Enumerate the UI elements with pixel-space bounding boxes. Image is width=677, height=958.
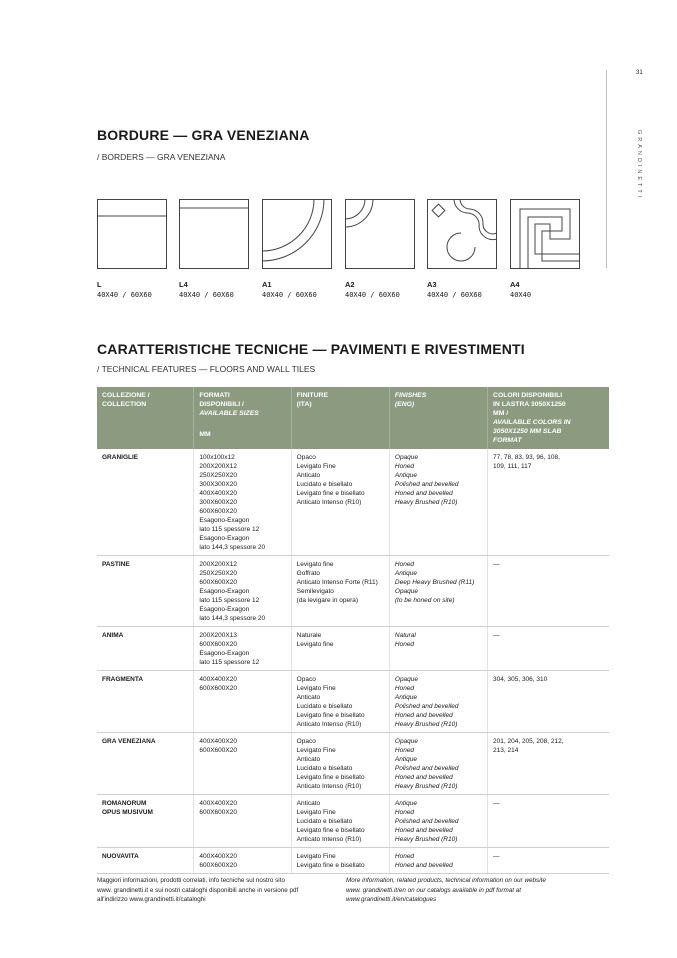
row-collection: ROMANORUM OPUS MUSIVUM — [97, 795, 194, 848]
technical-subtitle: / TECHNICAL FEATURES — FLOORS AND WALL TILES — [97, 364, 316, 374]
row-finishes-eng: Antique Honed Polished and bevelled Honed and bevelled Heavy Brushed (R10) — [389, 795, 487, 848]
header-formats-unit: MM — [199, 431, 211, 438]
row-finishes-ita: Levigato Fine Levigato fine e bisellato — [291, 848, 389, 874]
row-finishes-ita: Opaco Levigato Fine Anticato Lucidato e bisellato Levigato fine e bisellato Anticato Intenso (R10) — [291, 671, 389, 733]
row-collection: ANIMA — [97, 627, 194, 671]
tile-a1-size: 40X40 / 60X60 — [262, 291, 317, 299]
row-finishes-eng: Natural Honed — [389, 627, 487, 671]
technical-title: CARATTERISTICHE TECNICHE — PAVIMENTI E RIVESTIMENTI — [97, 341, 525, 357]
tile-a1-label — [262, 279, 317, 301]
footer-info-eng: More information, related products, technical information on our website www. grandinetti.it/en on our catalogs available in pdf format at www.grandinetti.it/en/catalogues — [346, 877, 546, 903]
row-formats: 200X200X12 250X250X20 600X600X20 Esagono-Exagon lato 115 spessore 12 Esagono-Exagon lato 144,3 spessore 20 — [194, 556, 291, 627]
row-colors: — — [488, 627, 609, 671]
borders-subtitle: / BORDERS — GRA VENEZIANA — [97, 152, 226, 162]
tile-a2-size: 40X40 / 60X60 — [345, 291, 400, 299]
tile-a4-size: 40X40 — [510, 291, 532, 299]
row-colors: 77, 78, 83, 93, 96, 108, 109, 111, 117 — [488, 449, 609, 556]
tile-a3-drawing — [427, 199, 497, 269]
row-finishes-ita: Opaco Levigato Fine Anticato Lucidato e bisellato Levigato fine e bisellato Anticato Intenso (R10) — [291, 733, 389, 795]
header-colors-it: COLORI DISPONIBILI IN LASTRA 3050X1250 MM / — [493, 392, 566, 417]
row-collection: PASTINE — [97, 556, 194, 627]
row-colors: — — [488, 848, 609, 874]
table-row — [97, 627, 609, 671]
row-finishes-eng: Honed Honed and bevelled — [389, 848, 487, 874]
row-collection: GRANIGLIE — [97, 449, 194, 556]
tile-l-drawing — [97, 199, 167, 269]
row-colors: 304, 305, 306, 310 — [488, 671, 609, 733]
tile-a2-drawing — [345, 199, 415, 269]
tile-l4-code: L4 — [179, 280, 188, 289]
row-collection: FRAGMENTA — [97, 671, 194, 733]
header-formats-en: AVAILABLE SIZES — [199, 410, 259, 417]
vertical-divider — [606, 70, 607, 268]
tile-a3-label — [427, 279, 482, 301]
row-collection: NUOVAVITA — [97, 848, 194, 874]
header-finishes-ita: FINITURE (ITA) — [291, 387, 389, 449]
row-collection: GRA VENEZIANA — [97, 733, 194, 795]
table-header-row — [97, 387, 609, 449]
header-formats-it: FORMATI DISPONIBILI / — [199, 392, 244, 408]
technical-table — [97, 387, 609, 874]
row-colors: — — [488, 556, 609, 627]
table-row — [97, 671, 609, 733]
row-formats: 400X400X20 600X600X20 — [194, 671, 291, 733]
borders-title: BORDURE — GRA VENEZIANA — [97, 127, 310, 143]
row-formats: 100x100x12 200X200X12 250X250X20 300X300X20 400X400X20 300X600X20 600X600X20 Esagono-Exagon lato 115 spessore 12 Esagono-Exagon lato 144,3 spessore 20 — [194, 449, 291, 556]
row-finishes-eng: Opaque Honed Antique Polished and bevelled Honed and bevelled Heavy Brushed (R10) — [389, 733, 487, 795]
header-colors-en: AVAILABLE COLORS IN 3050X1250 MM SLAB FORMAT — [493, 419, 571, 444]
table-row — [97, 449, 609, 556]
row-finishes-eng: Opaque Honed Antique Polished and bevelled Honed and bevelled Heavy Brushed (R10) — [389, 671, 487, 733]
row-formats: 400X400X20 600X600X20 — [194, 848, 291, 874]
row-finishes-ita: Levigato fine Goffrato Anticato Intenso Forte (R11) Semilevigato (da levigare in opera) — [291, 556, 389, 627]
row-formats: 400X400X20 600X600X20 — [194, 733, 291, 795]
row-finishes-ita: Naturale Levigato fine — [291, 627, 389, 671]
row-colors: 201, 204, 205, 208, 212, 213, 214 — [488, 733, 609, 795]
tile-a1-drawing — [262, 199, 332, 269]
row-formats: 200X200X13 600X600X20 Esagono-Exagon lato 115 spessore 12 — [194, 627, 291, 671]
row-colors: — — [488, 795, 609, 848]
tile-a4-drawing — [510, 199, 580, 269]
tile-l-code: L — [97, 280, 102, 289]
tile-l-label — [97, 279, 152, 301]
row-finishes-ita: Anticato Levigato Fine Lucidato e bisellato Levigato fine e bisellato Anticato Intenso (R10) — [291, 795, 389, 848]
tile-l-size: 40X40 / 60X60 — [97, 291, 152, 299]
row-finishes-eng: Opaque Honed Antique Polished and bevelled Honed and bevelled Heavy Brushed (R10) — [389, 449, 487, 556]
table-row — [97, 733, 609, 795]
page-number: 31 — [636, 70, 643, 76]
tile-a3-size: 40X40 / 60X60 — [427, 291, 482, 299]
header-collection: COLLEZIONE / COLLECTION — [97, 387, 194, 449]
tile-l4-label — [179, 279, 234, 301]
row-formats: 400X400X20 600X600X20 — [194, 795, 291, 848]
tile-l4-size: 40X40 / 60X60 — [179, 291, 234, 299]
tile-l4-drawing — [179, 199, 249, 269]
row-finishes-ita: Opaco Levigato Fine Anticato Lucidato e bisellato Levigato fine e bisellato Anticato Intenso (R10) — [291, 449, 389, 556]
header-formats — [194, 387, 291, 449]
tile-a2-label — [345, 279, 400, 301]
header-finishes-eng: FINISHES (ENG) — [389, 387, 487, 449]
tile-a4-label — [510, 279, 531, 301]
table-row — [97, 795, 609, 848]
table-row — [97, 556, 609, 627]
header-colors — [488, 387, 609, 449]
footer-info-ita: Maggiori informazioni, prodotti correlati, info tecniche sul nostro sito www. grandinetti.it e sui nostri cataloghi disponibili anche in versione pdf all'indirizzo www.grandinetti.it/cataloghi — [97, 877, 299, 903]
table-row — [97, 848, 609, 874]
tile-a2-code: A2 — [345, 280, 355, 289]
brand-vertical-text: GRANDINETTI — [636, 130, 642, 201]
tile-a1-code: A1 — [262, 280, 272, 289]
tile-a4-code: A4 — [510, 280, 520, 289]
row-finishes-eng: Honed Antique Deep Heavy Brushed (R11) Opaque (to be honed on site) — [389, 556, 487, 627]
tile-a3-code: A3 — [427, 280, 437, 289]
